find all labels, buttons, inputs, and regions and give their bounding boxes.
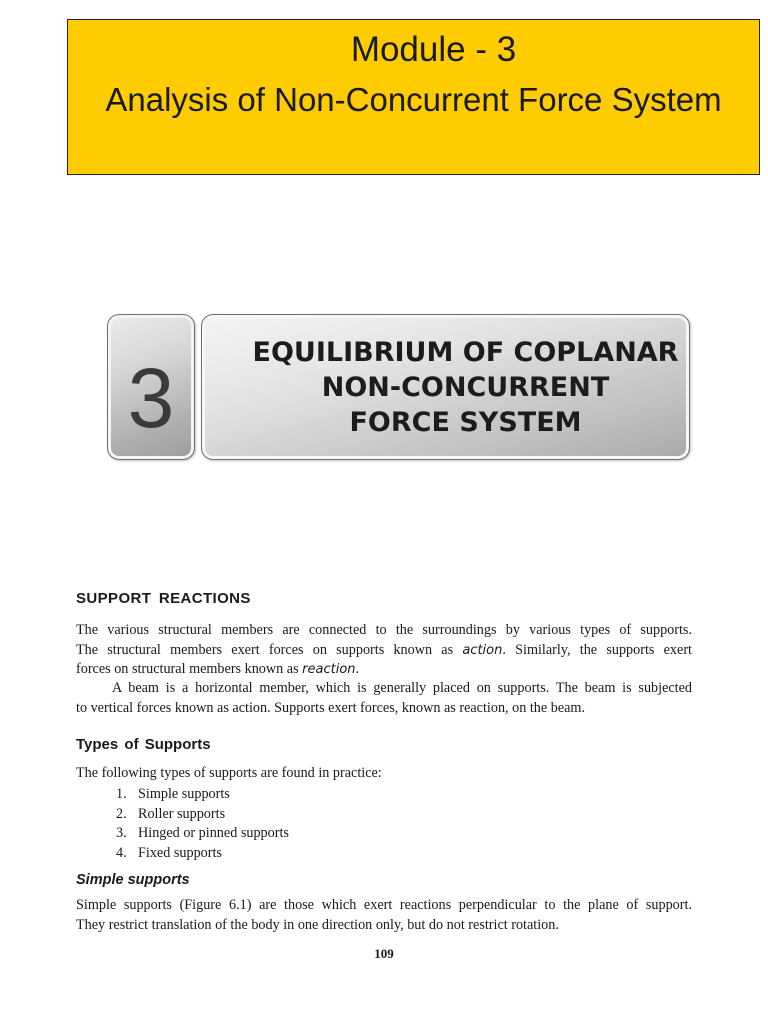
- paragraph-line: to vertical forces known as action. Supports exert forces, known as reaction, on the beam.: [76, 699, 586, 716]
- chapter-title-line: EQUILIBRIUM OF COPLANAR: [252, 337, 679, 368]
- paragraph-line: A beam is a horizontal member, which is generally placed on supports. The beam is subjected: [112, 680, 692, 696]
- list-item: [116, 805, 289, 825]
- list-item: [116, 844, 289, 864]
- list-label: Roller supports: [138, 805, 226, 822]
- text-run: .: [355, 661, 360, 677]
- list-number: 4.: [116, 844, 127, 861]
- paragraph-line: The various structural members are connected to the surroundings by various types of supports.: [76, 622, 692, 638]
- paragraph-line: Simple supports (Figure 6.1) are those which exert reactions perpendicular to the plane of support.: [76, 897, 692, 913]
- section-heading-support-reactions: SUPPORT REACTIONS: [76, 590, 251, 607]
- supports-list: [116, 785, 289, 863]
- paragraph-beam: [76, 679, 692, 718]
- chapter-number-box: [107, 314, 195, 460]
- list-label: Simple supports: [138, 786, 230, 802]
- paragraph-line: [76, 641, 692, 661]
- chapter-title: [202, 335, 689, 440]
- list-label: Fixed supports: [138, 844, 222, 861]
- paragraph-line: They restrict translation of the body in one direction only, but do not restrict rotation.: [76, 916, 559, 933]
- paragraph-simple-supports: [76, 896, 692, 935]
- module-header-box: [67, 19, 760, 175]
- paragraph-line: The following types of supports are found in practice:: [76, 765, 382, 781]
- list-label: Hinged or pinned supports: [138, 825, 289, 841]
- list-item: [116, 785, 289, 805]
- list-item: [116, 824, 289, 844]
- module-number: Module - 3: [350, 30, 517, 69]
- page-number: 109: [374, 946, 394, 961]
- list-number: 1.: [116, 786, 127, 802]
- subheading-simple-supports: Simple supports: [76, 872, 190, 888]
- paragraph-support-reactions: [76, 621, 692, 680]
- list-number: 3.: [116, 825, 127, 841]
- chapter-title-line: FORCE SYSTEM: [349, 407, 582, 438]
- text-run: forces on structural members known as: [76, 661, 303, 677]
- chapter-title-box: [201, 314, 690, 460]
- subheading-types-of-supports: Types of Supports: [76, 736, 211, 753]
- italic-term-reaction: reaction: [302, 662, 356, 677]
- chapter-number: 3: [127, 351, 175, 445]
- paragraph-types-intro: [76, 764, 692, 784]
- paragraph-line: [76, 660, 692, 680]
- module-title: Analysis of Non-Concurrent Force System: [105, 81, 722, 118]
- list-number: 2.: [116, 805, 127, 822]
- text-run: The structural members exert forces on supports known as: [76, 641, 463, 658]
- chapter-title-line: NON-CONCURRENT: [321, 372, 610, 403]
- italic-term-action: action: [462, 642, 503, 658]
- text-run: . Similarly, the supports exert: [502, 641, 692, 658]
